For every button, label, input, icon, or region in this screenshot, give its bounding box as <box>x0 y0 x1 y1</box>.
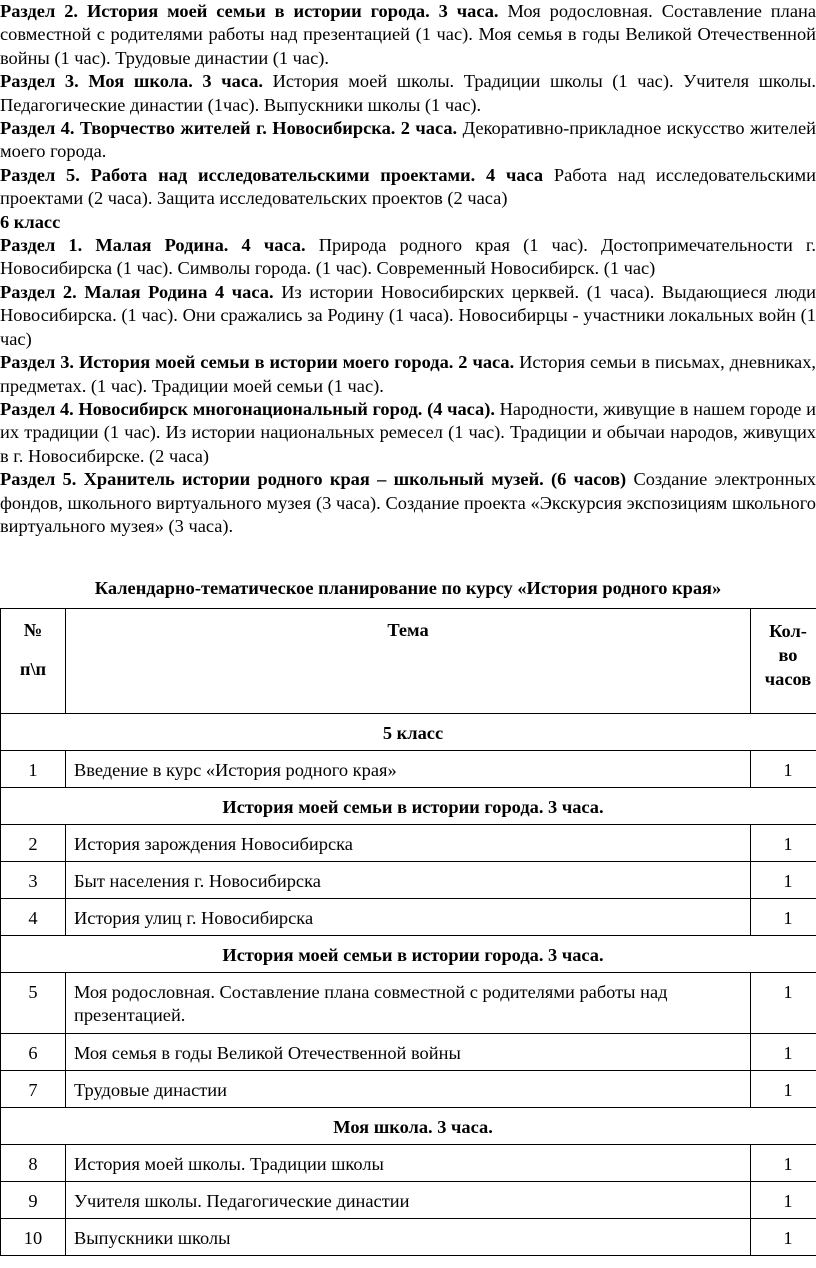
table-group-row <box>1 714 816 751</box>
table-row <box>1 1219 816 1256</box>
group-label: 5 класс <box>1 714 816 751</box>
section-paragraph <box>0 281 816 351</box>
section-heading: Раздел 5. Работа над исследовательскими проектами. 4 часа <box>0 164 544 185</box>
table-caption: Календарно-тематическое планирование по курсу «История родного края» <box>94 578 722 598</box>
group-label: Моя школа. 3 часа. <box>1 1108 816 1145</box>
section-paragraph <box>0 351 816 398</box>
program-content <box>0 0 816 538</box>
table-row <box>1 825 816 862</box>
section-body: Из истории Новосибирских церквей. (1 часа). Выдающиеся люди Новосибирска. (1 час). Они сражались за Родину (1 часа). Новосибирцы - участники локальных войн (1 час) <box>0 281 816 349</box>
group-label: История моей семьи в истории города. 3 часа. <box>1 788 816 825</box>
table-row <box>1 862 816 899</box>
row-number: 2 <box>1 825 66 862</box>
section-heading: Раздел 2. Малая Родина 4 часа. <box>0 281 274 302</box>
header-hours-line: Кол- <box>769 621 807 641</box>
table-row <box>1 1034 816 1071</box>
header-number-sign: № <box>23 620 43 640</box>
section-paragraph <box>0 0 816 70</box>
row-number: 5 <box>1 973 66 1034</box>
section-body: Природа родного края (1 час). Достопримечательности г. Новосибирска (1 час). Символы города. (1 час). Современный Новосибирск. (1 час) <box>0 235 816 279</box>
section-body: Декоративно-прикладное искусство жителей моего города. <box>0 118 816 162</box>
header-number-label: п\п <box>19 659 47 680</box>
row-topic: Выпускники школы <box>66 1219 751 1256</box>
header-topic-cell: Тема <box>66 609 751 714</box>
table-group-row <box>1 1108 816 1145</box>
table-row <box>1 973 816 1034</box>
table-group-row <box>1 936 816 973</box>
section-heading: Раздел 1. Малая Родина. 4 часа. <box>0 235 306 256</box>
row-hours: 1 <box>751 1071 816 1108</box>
row-hours: 1 <box>751 825 816 862</box>
row-topic: Быт населения г. Новосибирска <box>66 862 751 899</box>
row-number: 6 <box>1 1034 66 1071</box>
header-hours-line: часов <box>764 669 812 689</box>
row-number: 9 <box>1 1182 66 1219</box>
row-hours: 1 <box>751 751 816 788</box>
row-topic: Учителя школы. Педагогические династии <box>66 1182 751 1219</box>
row-topic: Моя родословная. Составление плана совместной с родителями работы над презентацией. <box>66 973 751 1034</box>
row-topic: Введение в курс «История родного края» <box>66 751 751 788</box>
header-hours-line: во <box>778 645 798 665</box>
row-number: 3 <box>1 862 66 899</box>
section-body: Моя родословная. Составление плана совместной с родителями работы над презентацией (1 час). Моя семья в годы Великой Отечественной войны (1 час). Трудовые династии (1 час). <box>0 1 816 68</box>
row-topic: Трудовые династии <box>66 1071 751 1108</box>
group-label: История моей семьи в истории города. 3 часа. <box>1 936 816 973</box>
section-paragraph <box>0 70 816 117</box>
table-row <box>1 1071 816 1108</box>
row-number: 10 <box>1 1219 66 1256</box>
row-hours: 1 <box>751 1034 816 1071</box>
section-body: История семьи в письмах, дневниках, предметах. (1 час). Традиции моей семьи (1 час). <box>0 352 816 396</box>
row-hours: 1 <box>751 1182 816 1219</box>
section-heading: Раздел 4. Новосибирск многонациональный город. (4 часа). <box>0 398 495 419</box>
header-number-cell <box>1 609 66 714</box>
section-body: Создание электронных фондов, школьного виртуального музея (3 часа). Создание проекта «Экскурсия экспозициям школьного виртуального музея» (3 часа). <box>0 469 816 536</box>
row-hours: 1 <box>751 1145 816 1182</box>
row-number: 1 <box>1 751 66 788</box>
section-paragraph <box>0 234 816 281</box>
row-hours: 1 <box>751 973 816 1034</box>
section-body: Работа над исследовательскими проектами (2 часа). Защита исследовательских проектов (2 часа) <box>0 164 816 209</box>
table-header-row <box>1 609 816 714</box>
table-row <box>1 1182 816 1219</box>
plan-table <box>0 608 816 1256</box>
section-body: Народности, живущие в нашем городе и их традиции (1 час). Из истории национальных ремесел (1 час). Традиции и обычаи народов, живущих в г. Новосибирске. (2 часа) <box>0 398 816 466</box>
row-topic: История моей школы. Традиции школы <box>66 1145 751 1182</box>
table-group-row <box>1 788 816 825</box>
table-row <box>1 751 816 788</box>
section-heading: Раздел 3. Моя школа. 3 часа. <box>0 71 264 92</box>
row-hours: 1 <box>751 862 816 899</box>
row-topic: История улиц г. Новосибирска <box>66 899 751 936</box>
section-paragraph <box>0 398 816 468</box>
section-heading: Раздел 2. История моей семьи в истории города. 3 часа. <box>0 1 499 21</box>
section-paragraph <box>0 164 816 211</box>
row-number: 4 <box>1 899 66 936</box>
row-hours: 1 <box>751 899 816 936</box>
row-hours: 1 <box>751 1219 816 1256</box>
header-hours-cell <box>751 609 816 714</box>
section-heading: Раздел 4. Творчество жителей г. Новосибирска. 2 часа. <box>0 118 458 139</box>
row-topic: История зарождения Новосибирска <box>66 825 751 862</box>
row-topic: Моя семья в годы Великой Отечественной войны <box>66 1034 751 1071</box>
table-row <box>1 899 816 936</box>
row-number: 7 <box>1 1071 66 1108</box>
section-heading: Раздел 3. История моей семьи в истории моего города. 2 часа. <box>0 352 515 373</box>
section-body: История моей школы. Традиции школы (1 час). Учителя школы. Педагогические династии (1час). Выпускники школы (1 час). <box>0 71 816 115</box>
row-number: 8 <box>1 1145 66 1182</box>
section-paragraph <box>0 117 816 164</box>
grade-heading: 6 класс <box>0 211 61 232</box>
section-paragraph <box>0 468 816 538</box>
section-heading: Раздел 5. Хранитель истории родного края – школьный музей. (6 часов) <box>0 469 627 490</box>
table-row <box>1 1145 816 1182</box>
